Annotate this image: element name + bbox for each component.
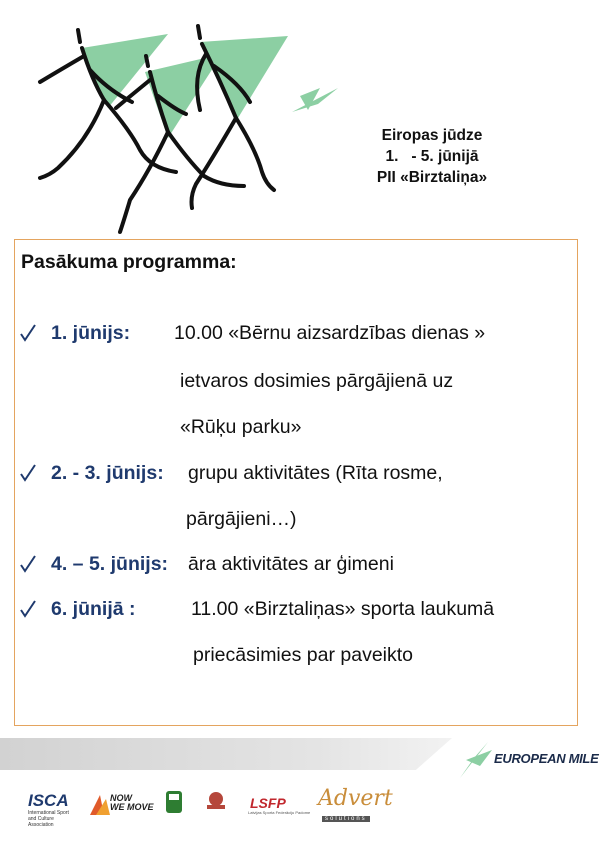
check-icon <box>20 462 36 486</box>
entry-date: 6. jūnijā : <box>51 598 136 620</box>
event-dates: 1. - 5. jūnijā <box>385 148 479 165</box>
program-title: Pasākuma programma: <box>21 251 237 273</box>
program-box <box>14 239 578 726</box>
event-info <box>352 125 512 188</box>
entry-line: āra aktivitātes ar ģimeni <box>188 553 394 575</box>
isca-subtitle: International Sport and Culture Association <box>28 810 69 828</box>
european-mile-text: EUROPEAN MILE <box>494 751 599 766</box>
advert-subtitle: solutions <box>322 816 370 822</box>
entry-line: grupu aktivitātes (Rīta rosme, <box>188 462 443 484</box>
event-location: PII «Birztaliņa» <box>376 169 488 186</box>
check-icon <box>20 322 36 346</box>
entry-line: 11.00 «Birztaliņas» sporta laukumā <box>191 598 495 620</box>
hero-illustration <box>0 0 600 240</box>
lsfp-subtitle: Latvijas Sporta Federāciju Padome <box>248 810 311 815</box>
entry-date: 1. jūnijs: <box>51 322 131 344</box>
entry-line: «Rūķu parku» <box>180 416 302 438</box>
check-icon <box>20 553 36 577</box>
event-title: Eiropas jūdze <box>381 127 483 144</box>
isca-logo: ISCA <box>28 791 69 810</box>
entry-date: 2. - 3. jūnijs: <box>51 462 164 484</box>
runner-figures-icon <box>0 0 600 240</box>
entry-line: 10.00 «Bērnu aizsardzības dienas » <box>174 322 486 344</box>
now-we-move-line1: NOW <box>110 793 132 803</box>
entry-date: 4. – 5. jūnijs: <box>51 553 169 575</box>
advert-logo: Advert <box>318 786 393 811</box>
now-we-move-line2: WE MOVE <box>110 802 154 812</box>
entry-line: ietvaros dosimies pārgājienā uz <box>180 370 454 392</box>
check-icon <box>20 598 36 622</box>
entry-line: pārgājieni…) <box>186 508 297 530</box>
entry-line: priecāsimies par paveikto <box>193 644 414 666</box>
footer-band <box>0 738 452 770</box>
lsfp-logo: LSFP <box>250 795 286 811</box>
